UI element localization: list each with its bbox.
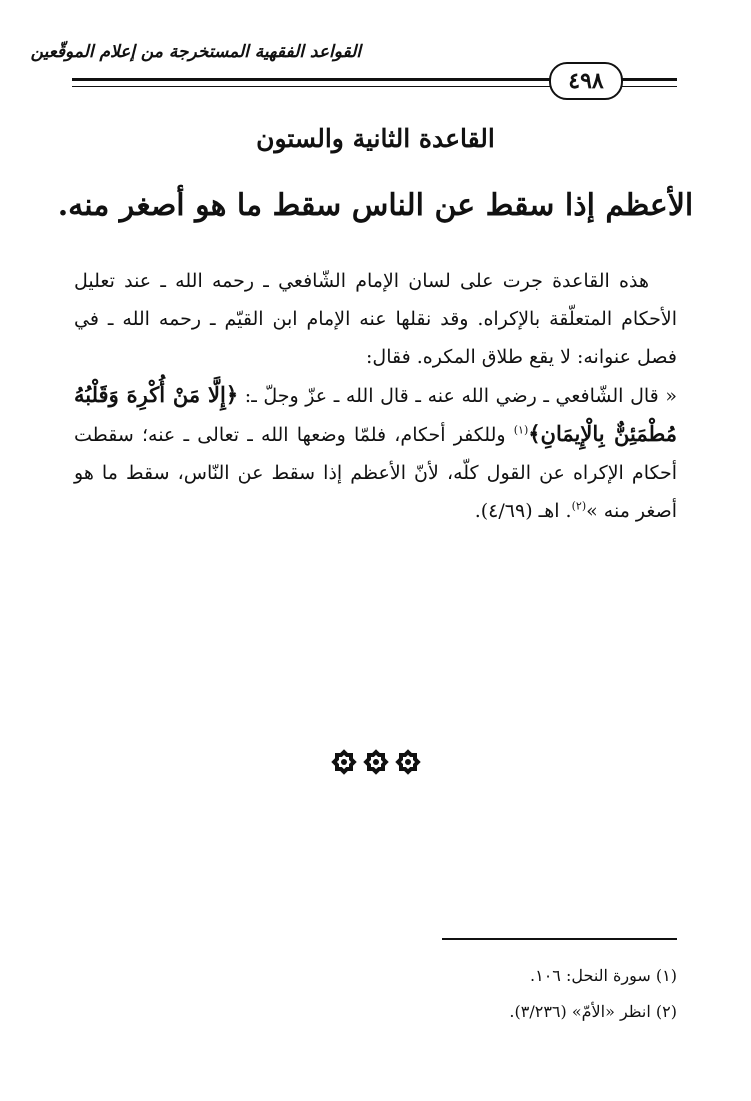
quote-paragraph — [74, 376, 677, 530]
intro-paragraph: هذه القاعدة جرت على لسان الإمام الشّافعي ـ رحمه الله ـ عند تعليل الأحكام المتعلّقة بالإكراه. وقد نقلها عنه الإمام ابن القيّم ـ رحمه الله ـ في فصل عنوانه: لا يقع طلاق المكره. فقال: — [74, 270, 677, 368]
running-title: القواعد الفقهية المستخرجة من إعلام الموقّعين — [30, 42, 361, 62]
footnotes — [277, 958, 677, 1030]
quote-open: « قال الشّافعي ـ رضي الله عنه ـ قال الله ـ عزّ وجلّ ـ: — [238, 385, 677, 407]
footnote-ref-2: (٢) — [571, 499, 587, 513]
footnote-rule — [442, 938, 677, 940]
rule-heading: القاعدة الثانية والستون — [256, 124, 495, 153]
footnote-1: (١) سورة النحل: ١٠٦. — [530, 966, 677, 985]
octagram-ornament-icon — [330, 748, 358, 776]
octagram-ornament-icon — [362, 748, 390, 776]
quran-verse: ﴿إِلَّا مَنْ أُكْرِهَ وَقَلْبُهُ مُطْمَئِنٌّ بِالْإِيمَانِ﴾ — [74, 382, 677, 446]
body-text — [74, 262, 677, 530]
footnote-ref-1: (١) — [513, 423, 529, 437]
quote-close: . اهـ (٤/٦٩). — [474, 500, 572, 522]
page-number: ٤٩٨ — [549, 62, 623, 100]
octagram-ornament-icon — [394, 748, 422, 776]
section-ornament — [0, 748, 751, 776]
rule-statement: الأعظم إذا سقط عن الناس سقط ما هو أصغر منه. — [57, 188, 694, 223]
footnote-2: (٢) انظر «الأمّ» (٣/٢٣٦). — [509, 1002, 677, 1021]
quote-middle: وللكفر أحكام، فلمّا وضعها الله ـ تعالى ـ عنه؛ سقطت أحكام الإكراه عن القول كلّه، لأنّ الأعظم إذا سقط عن النّاس، سقط ما هو أصغر منه » — [74, 424, 677, 522]
